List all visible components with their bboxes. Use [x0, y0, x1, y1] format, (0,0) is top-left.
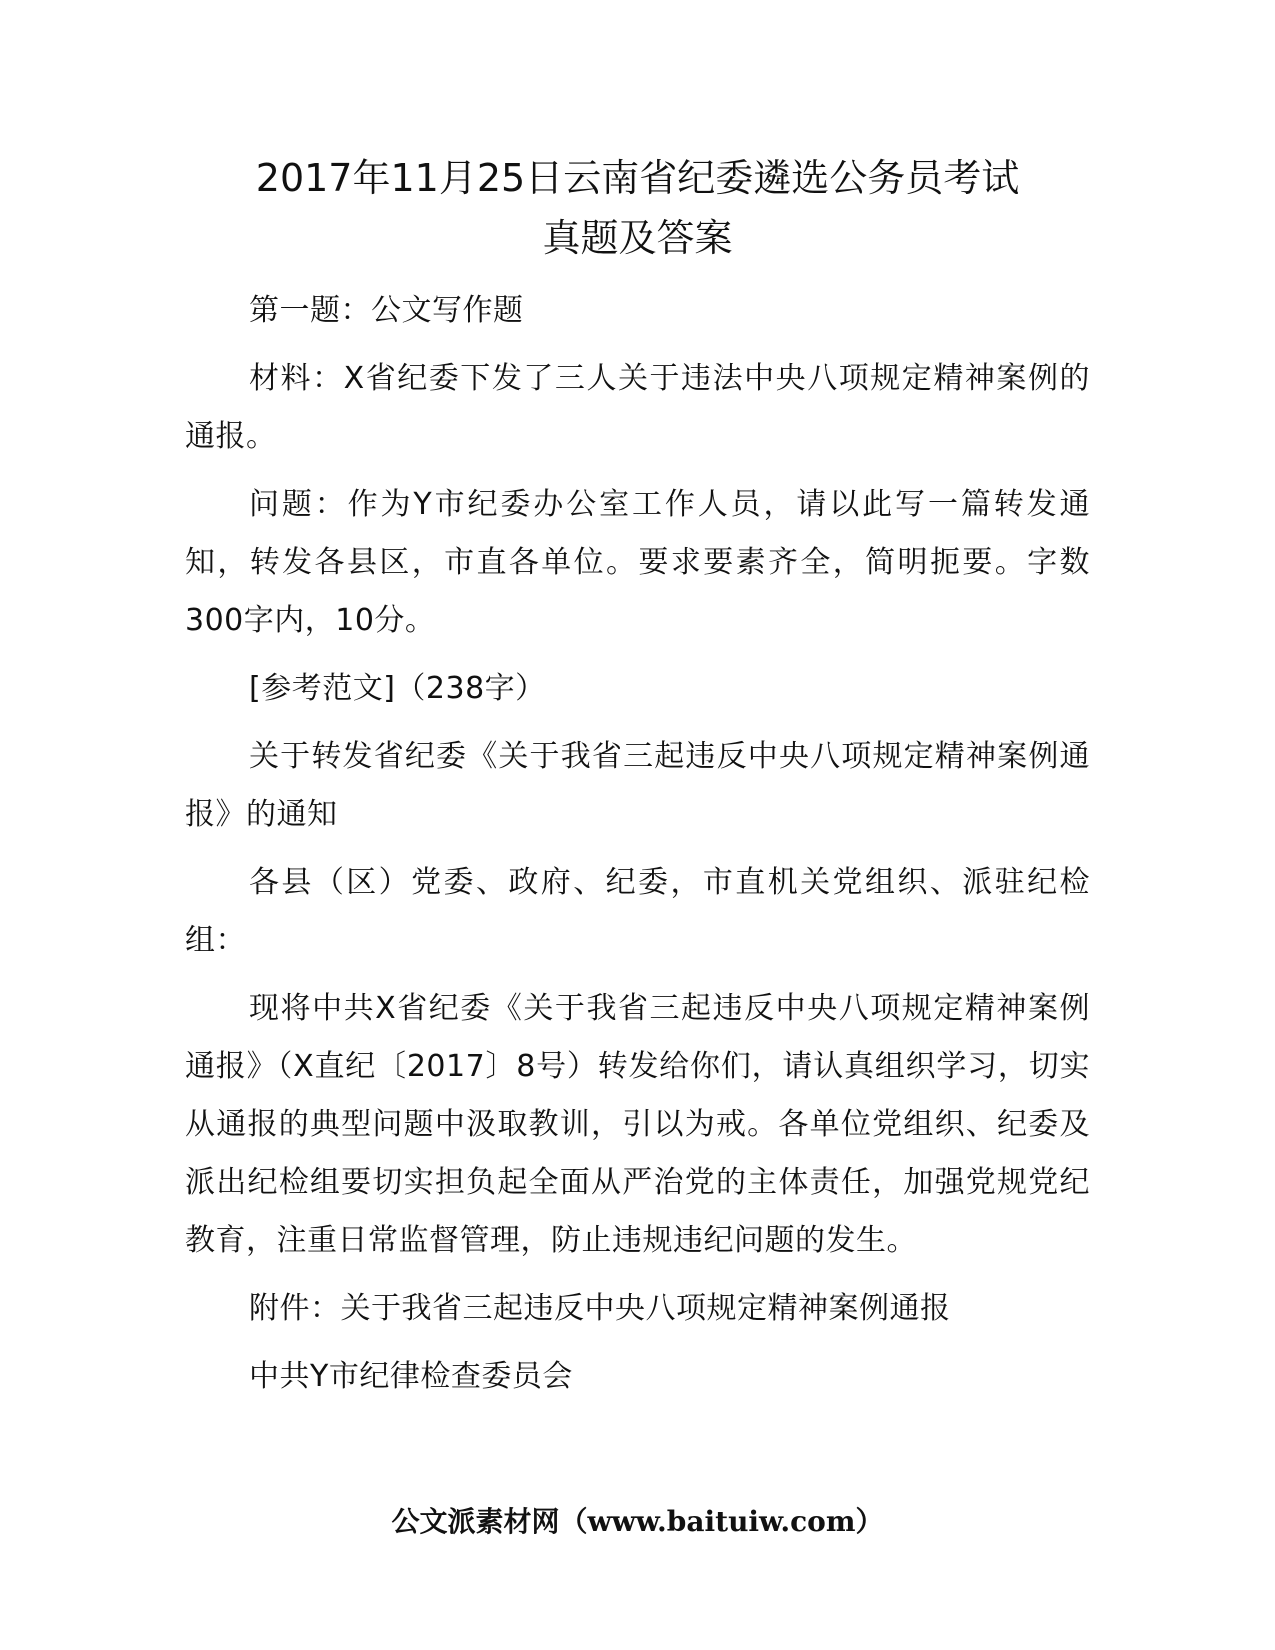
page-footer: 公文派素材网（www.baituiw.com）	[391, 1505, 884, 1538]
material-paragraph: 材料：X省纪委下发了三人关于违法中央八项规定精神案例的通报。	[185, 361, 1090, 454]
question-paragraph: 问题：作为Y市纪委办公室工作人员，请以此写一篇转发通知，转发各县区，市直各单位。要求要素齐全，简明扼要。字数300字内，10分。	[185, 487, 1090, 638]
notice-recipients: 各县（区）党委、政府、纪委，市直机关党组织、派驻纪检组：	[185, 865, 1090, 958]
title-line-2: 真题及答案	[542, 216, 733, 260]
document-title	[150, 148, 1125, 268]
notice-attachment: 附件：关于我省三起违反中央八项规定精神案例通报	[249, 1291, 951, 1326]
reference-heading: [参考范文]（238字）	[249, 671, 546, 706]
notice-title: 关于转发省纪委《关于我省三起违反中央八项规定精神案例通报》的通知	[185, 739, 1090, 832]
question-heading: 第一题：公文写作题	[249, 293, 524, 328]
notice-signature: 中共Y市纪律检查委员会	[249, 1359, 573, 1394]
notice-body: 现将中共X省纪委《关于我省三起违反中央八项规定精神案例通报》（X直纪〔2017〕8号）转发给你们，请认真组织学习，切实从通报的典型问题中汲取教训，引以为戒。各单位党组织、纪委及派出纪检组要切实担负起全面从严治党的主体责任，加强党规党纪教育，注重日常监督管理，防止违规违纪问题的发生。	[185, 991, 1090, 1258]
title-line-1: 2017年11月25日云南省纪委遴选公务员考试	[255, 156, 1020, 200]
document-body	[185, 282, 1090, 1416]
